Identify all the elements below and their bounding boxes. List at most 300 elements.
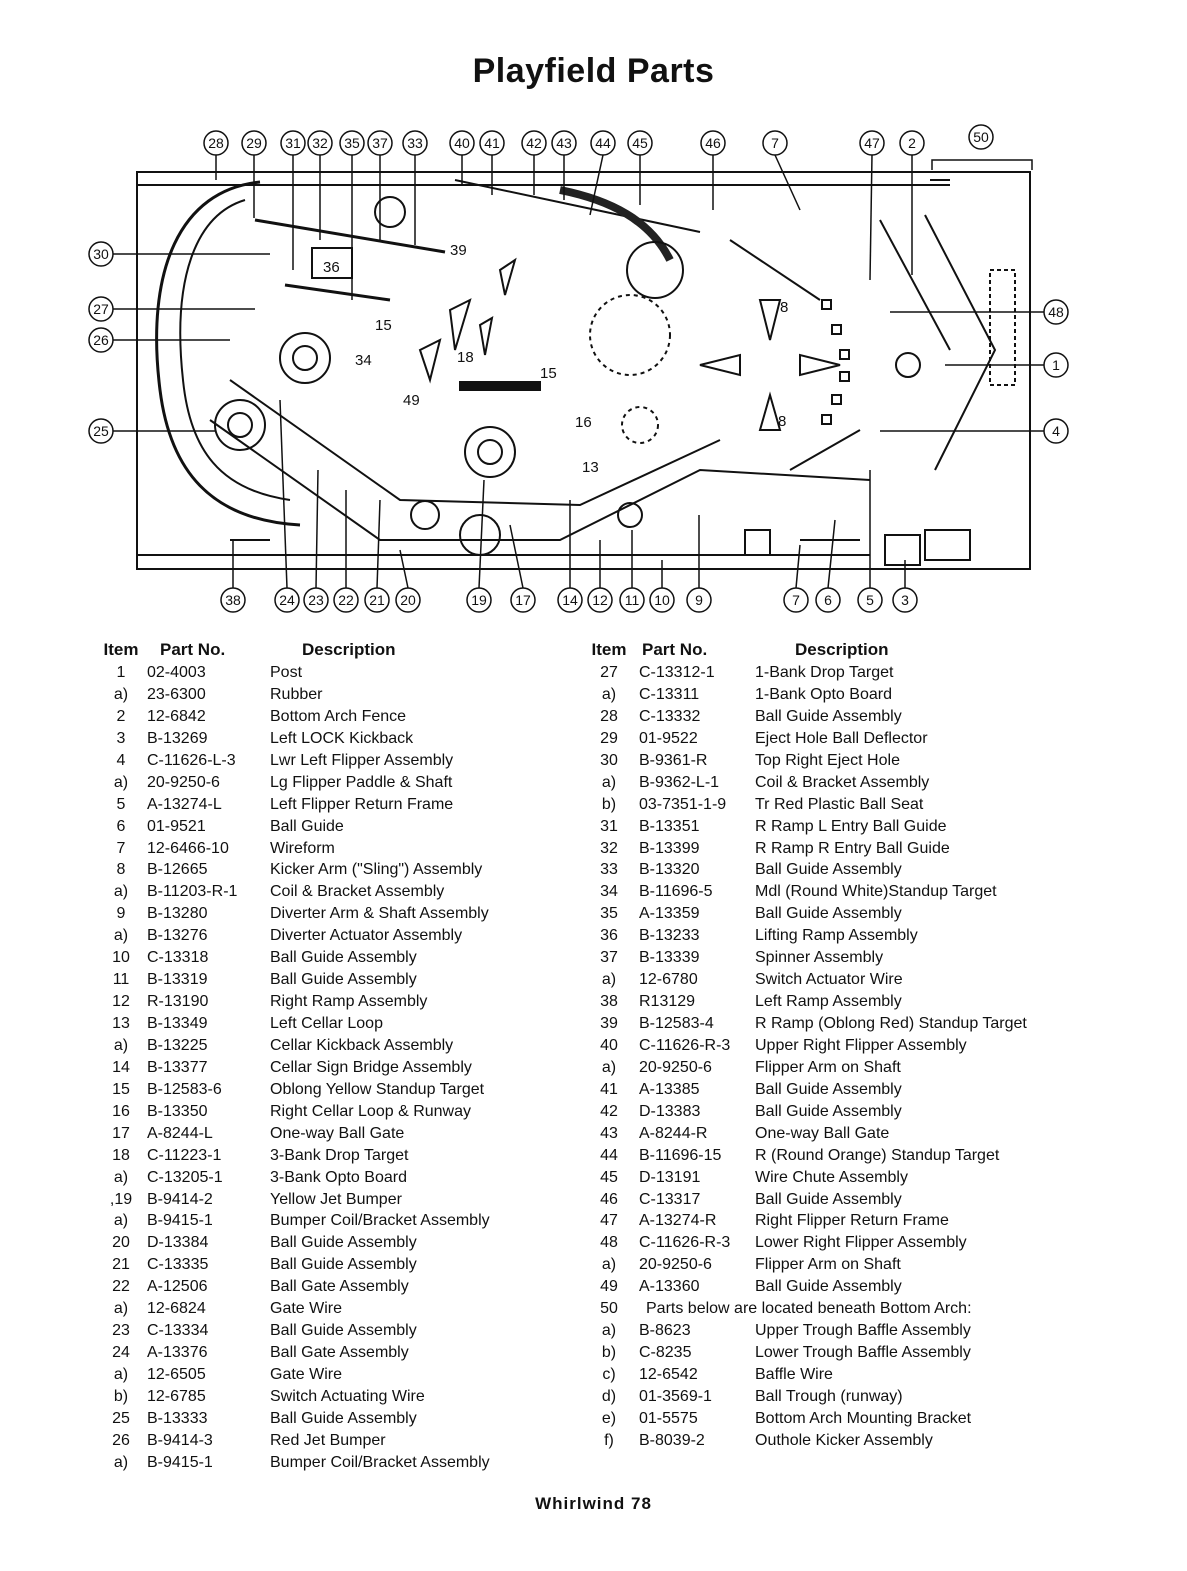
part-description: Ball Guide Assembly: [270, 1256, 417, 1274]
part-number: C-13317: [639, 1190, 701, 1208]
svg-text:40: 40: [454, 135, 470, 151]
item-number: a): [601, 773, 617, 791]
part-description: Ball Trough (runway): [755, 1387, 903, 1405]
item-number: ,19: [109, 1190, 133, 1208]
item-number: 47: [600, 1212, 618, 1230]
callout-3: [893, 560, 917, 612]
part-number: 12-6785: [147, 1387, 206, 1405]
part-description: R Ramp (Oblong Red) Standup Target: [755, 1015, 1027, 1032]
part-description: Flipper Arm on Shaft: [755, 1256, 901, 1274]
item-number: 2: [116, 707, 126, 725]
part-number: D-13383: [639, 1102, 701, 1120]
part-number: 01-9522: [639, 729, 698, 747]
part-number: B-13319: [147, 971, 208, 989]
part-description: Ball Guide Assembly: [755, 1080, 902, 1098]
part-description: Gate Wire: [270, 1300, 343, 1318]
item-number: b): [601, 1344, 617, 1362]
part-number: 01-3569-1: [639, 1387, 712, 1405]
part-number: A-13274-L: [147, 795, 222, 813]
callout-46: [701, 131, 725, 210]
item-number: 43: [600, 1124, 618, 1142]
part-description: Right Cellar Loop & Runway: [270, 1102, 471, 1120]
part-description: 1-Bank Drop Target: [755, 664, 894, 681]
callout-33: [403, 131, 427, 245]
part-number: A-8244-L: [147, 1124, 213, 1142]
item-number: a): [113, 1366, 129, 1383]
part-description: One-way Ball Gate: [270, 1124, 405, 1142]
part-description: Coil & Bracket Assembly: [755, 773, 930, 791]
svg-text:17: 17: [515, 592, 531, 608]
callout-12: [588, 540, 612, 612]
part-number: A-13274-R: [639, 1212, 717, 1230]
item-number: 39: [600, 1015, 618, 1032]
part-description: Lower Right Flipper Assembly: [755, 1234, 967, 1252]
part-number: C-11626-L-3: [147, 751, 236, 769]
part-description: Spinner Assembly: [755, 949, 884, 967]
item-number: 24: [112, 1344, 130, 1362]
part-description: Lwr Left Flipper Assembly: [270, 751, 454, 769]
callout-26: [89, 328, 230, 352]
part-number: B-9362-L-1: [639, 773, 720, 791]
callout-19: [467, 480, 491, 612]
part-description: Ball Guide Assembly: [270, 949, 417, 967]
part-number: 20-9250-6: [147, 773, 220, 791]
part-description: Outhole Kicker Assembly: [755, 1431, 933, 1449]
inner-label-34: 34: [355, 352, 372, 369]
inner-label-16: 16: [575, 414, 592, 431]
svg-text:3: 3: [901, 592, 909, 608]
part-description: Left Cellar Loop: [270, 1015, 383, 1032]
item-number: a): [113, 1300, 129, 1318]
part-number: C-11626-R-3: [639, 1234, 731, 1252]
callout-47: [860, 131, 884, 280]
svg-text:12: 12: [592, 592, 608, 608]
page-title: Playfield Parts: [472, 52, 715, 90]
part-number: 01-5575: [639, 1409, 698, 1427]
svg-text:9: 9: [695, 592, 703, 608]
part-number: B-13377: [147, 1058, 208, 1076]
svg-text:23: 23: [308, 592, 324, 608]
part-description: Lower Trough Baffle Assembly: [755, 1344, 971, 1362]
part-description: Upper Right Flipper Assembly: [755, 1036, 967, 1054]
part-number: B-12665: [147, 861, 208, 879]
part-number: B-9414-2: [147, 1190, 213, 1208]
svg-text:45: 45: [632, 135, 648, 151]
item-number: 31: [600, 817, 618, 835]
part-description: Ball Guide Assembly: [270, 1409, 417, 1427]
item-number: f): [604, 1431, 614, 1449]
item-number: 14: [112, 1058, 130, 1076]
part-description: Baffle Wire: [755, 1366, 833, 1383]
part-number: C-13332: [639, 707, 701, 725]
svg-text:14: 14: [562, 592, 578, 608]
callout-4: [880, 419, 1068, 443]
item-number: a): [113, 773, 129, 791]
part-description: Ball Guide Assembly: [755, 861, 902, 879]
part-number: A-13360: [639, 1278, 700, 1296]
part-description: Right Flipper Return Frame: [755, 1212, 949, 1230]
item-number: 11: [112, 971, 130, 989]
part-number: A-13376: [147, 1344, 208, 1362]
part-description: Ball Guide Assembly: [755, 1190, 902, 1208]
item-number: 25: [112, 1409, 130, 1427]
inner-label-49: 49: [403, 392, 420, 409]
part-number: 01-9521: [147, 817, 206, 835]
part-number: B-9415-1: [147, 1212, 213, 1230]
item-number: 1: [116, 664, 126, 681]
part-number: B-8039-2: [639, 1431, 705, 1449]
part-number: C-13318: [147, 949, 209, 967]
item-number: 16: [112, 1102, 130, 1120]
item-number: d): [601, 1387, 617, 1405]
callout-2: [900, 131, 924, 275]
callout-35: [340, 131, 364, 300]
page-footer: Whirlwind 78: [535, 1494, 652, 1513]
item-number: 50: [600, 1300, 618, 1318]
part-number: 12-6842: [147, 707, 206, 725]
part-description: Post: [270, 664, 303, 681]
part-number: C-13205-1: [147, 1168, 223, 1186]
inner-label-13: 13: [582, 459, 599, 476]
callout-7-top: [763, 131, 800, 210]
part-number: B-9361-R: [639, 751, 708, 769]
part-description: Upper Trough Baffle Assembly: [755, 1322, 971, 1340]
header-desc: Description: [302, 640, 396, 659]
item-number: 38: [600, 993, 618, 1011]
part-description: Oblong Yellow Standup Target: [270, 1080, 485, 1098]
item-number: 28: [600, 707, 618, 725]
playfield-outline: [137, 172, 1030, 569]
item-number: a): [113, 1212, 129, 1230]
item-number: 4: [116, 751, 126, 769]
part-number: B-13225: [147, 1036, 208, 1054]
item-number: 26: [112, 1431, 130, 1449]
svg-text:30: 30: [93, 246, 109, 262]
part-description: Eject Hole Ball Deflector: [755, 729, 928, 747]
callout-6: [816, 520, 840, 612]
callout-27: [89, 297, 255, 321]
part-description: Ball Guide: [270, 817, 344, 835]
item-number: 13: [112, 1015, 130, 1032]
part-number: B-11203-R-1: [147, 883, 238, 901]
part-description: Ball Guide Assembly: [270, 971, 417, 989]
item-number: a): [113, 927, 129, 945]
item-number: 6: [116, 817, 126, 835]
part-description: Ball Gate Assembly: [270, 1344, 409, 1362]
callout-38: [221, 540, 245, 612]
part-description: Kicker Arm ("Sling") Assembly: [270, 861, 483, 879]
part-number: C-8235: [639, 1344, 692, 1362]
item-number: 30: [600, 751, 618, 769]
svg-text:44: 44: [595, 135, 611, 151]
part-number: 03-7351-1-9: [639, 795, 727, 813]
part-description: Right Ramp Assembly: [270, 993, 428, 1011]
part-number: B-9414-3: [147, 1431, 213, 1449]
svg-text:20: 20: [400, 592, 416, 608]
part-number: C-13311: [639, 685, 700, 703]
part-number: B-13333: [147, 1409, 208, 1427]
part-description: Left Flipper Return Frame: [270, 795, 454, 813]
part-description: Ball Guide Assembly: [755, 1102, 902, 1120]
callout-1: [945, 353, 1068, 377]
svg-text:10: 10: [654, 592, 670, 608]
part-number: D-13384: [147, 1234, 209, 1252]
item-number: a): [113, 1036, 129, 1054]
part-number: B-13349: [147, 1015, 208, 1032]
part-description: Left LOCK Kickback: [270, 729, 414, 747]
part-description: Gate Wire: [270, 1366, 343, 1383]
part-description: Tr Red Plastic Ball Seat: [755, 795, 924, 813]
inner-label-8a: 8: [780, 299, 789, 316]
item-number: e): [601, 1409, 617, 1427]
part-number: B-13280: [147, 905, 208, 923]
item-number: 3: [116, 729, 126, 747]
svg-text:48: 48: [1048, 304, 1064, 320]
part-description: Bumper Coil/Bracket Assembly: [270, 1212, 490, 1230]
item-number: b): [113, 1387, 129, 1405]
part-number: B-13276: [147, 927, 208, 945]
part-number: C-11223-1: [147, 1146, 222, 1164]
callout-50: [932, 125, 1032, 170]
part-description: 3-Bank Opto Board: [270, 1168, 407, 1186]
item-number: 34: [600, 883, 618, 901]
part-description: Ball Guide Assembly: [270, 1322, 417, 1340]
part-description: One-way Ball Gate: [755, 1124, 890, 1142]
part-number: B-11696-5: [639, 883, 713, 901]
inner-label-39: 39: [450, 242, 467, 259]
callout-25: [89, 419, 215, 443]
svg-text:24: 24: [279, 592, 295, 608]
item-number: 12: [112, 993, 130, 1011]
svg-text:41: 41: [484, 135, 500, 151]
part-number: 20-9250-6: [639, 1256, 712, 1274]
svg-text:4: 4: [1052, 423, 1060, 439]
part-description: R Ramp L Entry Ball Guide: [755, 817, 947, 835]
item-number: 18: [112, 1146, 130, 1164]
item-number: 9: [116, 905, 126, 923]
svg-text:21: 21: [369, 592, 385, 608]
part-number: B-13351: [639, 817, 700, 835]
item-number: 5: [116, 795, 126, 813]
part-number: 12-6780: [639, 971, 698, 989]
callout-40: [450, 131, 474, 185]
callout-5: [858, 470, 882, 612]
item-number: 45: [600, 1168, 618, 1186]
callout-9: [687, 515, 711, 612]
part-description: Lifting Ramp Assembly: [755, 927, 918, 945]
callout-30: [89, 242, 270, 266]
part-number: 12-6505: [147, 1366, 206, 1383]
svg-text:19: 19: [471, 592, 487, 608]
svg-text:33: 33: [407, 135, 423, 151]
part-description: Ball Guide Assembly: [270, 1234, 417, 1252]
part-number: 12-6466-10: [147, 839, 229, 857]
part-description: Ball Guide Assembly: [755, 1278, 902, 1296]
svg-text:35: 35: [344, 135, 360, 151]
part-description: Bottom Arch Mounting Bracket: [755, 1409, 972, 1427]
part-number: C-13334: [147, 1322, 209, 1340]
item-number: 29: [600, 729, 618, 747]
item-number: 32: [600, 839, 618, 857]
part-description: Ball Guide Assembly: [755, 707, 902, 725]
svg-text:32: 32: [312, 135, 328, 151]
svg-text:31: 31: [285, 135, 301, 151]
inner-label-15b: 15: [540, 365, 557, 382]
svg-text:29: 29: [246, 135, 262, 151]
part-description: Rubber: [270, 685, 323, 703]
item-number: 17: [112, 1124, 130, 1142]
part-number: B-13399: [639, 839, 700, 857]
part-description: 3-Bank Drop Target: [270, 1146, 409, 1164]
part-number: C-13312-1: [639, 664, 715, 681]
part-number: A-12506: [147, 1278, 208, 1296]
part-description: Ball Guide Assembly: [755, 905, 902, 923]
part-number: 12-6542: [639, 1366, 698, 1383]
item-number: c): [602, 1366, 616, 1383]
part-number: B-13350: [147, 1102, 208, 1120]
part-number: B-8623: [639, 1322, 691, 1340]
callout-10: [650, 560, 674, 612]
playfield-diagram: [0, 120, 1187, 620]
part-number: B-13269: [147, 729, 208, 747]
svg-text:26: 26: [93, 332, 109, 348]
item-number: b): [601, 795, 617, 813]
svg-text:27: 27: [93, 301, 109, 317]
part-number: 12-6824: [147, 1300, 206, 1318]
part-description: Ball Gate Assembly: [270, 1278, 409, 1296]
part-description: Yellow Jet Bumper: [270, 1190, 402, 1208]
header-item: Item: [591, 640, 627, 659]
part-description: 1-Bank Opto Board: [755, 685, 892, 703]
callout-45: [628, 131, 652, 205]
part-number: B-12583-6: [147, 1080, 222, 1098]
svg-text:50: 50: [973, 129, 989, 145]
part-description: Coil & Bracket Assembly: [270, 883, 445, 901]
svg-text:47: 47: [864, 135, 880, 151]
item-number: a): [113, 883, 129, 901]
part-description: Switch Actuator Wire: [755, 971, 903, 989]
svg-text:6: 6: [824, 592, 832, 608]
part-description: Left Ramp Assembly: [755, 993, 902, 1011]
item-number: 20: [112, 1234, 130, 1252]
svg-text:2: 2: [908, 135, 916, 151]
svg-text:25: 25: [93, 423, 109, 439]
item-number: 7: [116, 839, 126, 857]
item-number: 15: [112, 1080, 130, 1098]
part-number: D-13191: [639, 1168, 701, 1186]
item-number: a): [601, 1058, 617, 1076]
part-number: C-13335: [147, 1256, 209, 1274]
svg-text:28: 28: [208, 135, 224, 151]
inner-label-8b: 8: [778, 413, 787, 430]
item-number: 41: [600, 1080, 618, 1098]
callout-11: [620, 530, 644, 612]
part-description: Cellar Sign Bridge Assembly: [270, 1058, 472, 1076]
part-description: Mdl (Round White)Standup Target: [755, 883, 997, 901]
item-number: a): [601, 971, 617, 989]
svg-text:7: 7: [771, 135, 779, 151]
bumper: [280, 333, 330, 383]
part-number: R-13190: [147, 993, 209, 1011]
item-number: 21: [112, 1256, 130, 1274]
item-number: 36: [600, 927, 618, 945]
part-description: Flipper Arm on Shaft: [755, 1058, 901, 1076]
part-number: B-13233: [639, 927, 700, 945]
svg-text:42: 42: [526, 135, 542, 151]
svg-text:11: 11: [624, 592, 640, 608]
part-number: A-13359: [639, 905, 700, 923]
part-number: R13129: [639, 993, 696, 1011]
part-number: B-9415-1: [147, 1453, 213, 1471]
callout-23: [304, 470, 328, 612]
part-description: Switch Actuating Wire: [270, 1387, 425, 1405]
svg-text:7: 7: [792, 592, 800, 608]
inner-label-18: 18: [457, 349, 474, 366]
item-number: a): [601, 1256, 617, 1274]
callout-22: [334, 490, 358, 612]
callout-31: [281, 131, 305, 270]
item-number: 27: [600, 664, 618, 681]
item-number: 23: [112, 1322, 130, 1340]
callout-29: [242, 131, 266, 218]
item-number: 35: [600, 905, 618, 923]
part-description: Wireform: [270, 839, 335, 857]
callout-20: [396, 550, 420, 612]
part-number: B-13320: [639, 861, 700, 879]
item-number: 46: [600, 1190, 618, 1208]
part-number: A-8244-R: [639, 1124, 708, 1142]
header-part: Part No.: [160, 640, 226, 659]
svg-text:22: 22: [338, 592, 354, 608]
part-description: Lg Flipper Paddle & Shaft: [270, 773, 453, 791]
item-number: 49: [600, 1278, 618, 1296]
header-item: Item: [103, 640, 139, 659]
part-description: Wire Chute Assembly: [755, 1168, 908, 1186]
part-description: Top Right Eject Hole: [755, 751, 900, 769]
item-number: 42: [600, 1102, 618, 1120]
svg-text:38: 38: [225, 592, 241, 608]
callout-24: [275, 400, 299, 612]
part-number: A-13385: [639, 1080, 700, 1098]
item-number: a): [601, 685, 617, 703]
svg-text:5: 5: [866, 592, 874, 608]
part-description: R Ramp R Entry Ball Guide: [755, 839, 950, 857]
part-number: B-13339: [639, 949, 700, 967]
part-description: Parts below are located beneath Bottom Arch:: [646, 1300, 972, 1318]
item-number: a): [113, 1453, 129, 1471]
part-description: Diverter Actuator Assembly: [270, 927, 463, 945]
svg-text:1: 1: [1052, 357, 1060, 373]
item-number: a): [113, 1168, 129, 1186]
svg-text:37: 37: [372, 135, 388, 151]
item-number: 48: [600, 1234, 618, 1252]
part-number: C-11626-R-3: [639, 1036, 731, 1054]
header-desc: Description: [795, 640, 889, 659]
item-number: 37: [600, 949, 618, 967]
item-number: 8: [116, 861, 126, 879]
item-number: 40: [600, 1036, 618, 1054]
item-number: 22: [112, 1278, 130, 1296]
part-description: R (Round Orange) Standup Target: [755, 1146, 1000, 1164]
header-part: Part No.: [642, 640, 708, 659]
part-number: B-11696-15: [639, 1146, 722, 1164]
part-number: 02-4003: [147, 664, 206, 681]
inner-label-36: 36: [323, 259, 340, 276]
svg-text:43: 43: [556, 135, 572, 151]
part-description: Bottom Arch Fence: [270, 707, 407, 725]
item-number: 33: [600, 861, 618, 879]
part-description: Red Jet Bumper: [270, 1431, 386, 1449]
